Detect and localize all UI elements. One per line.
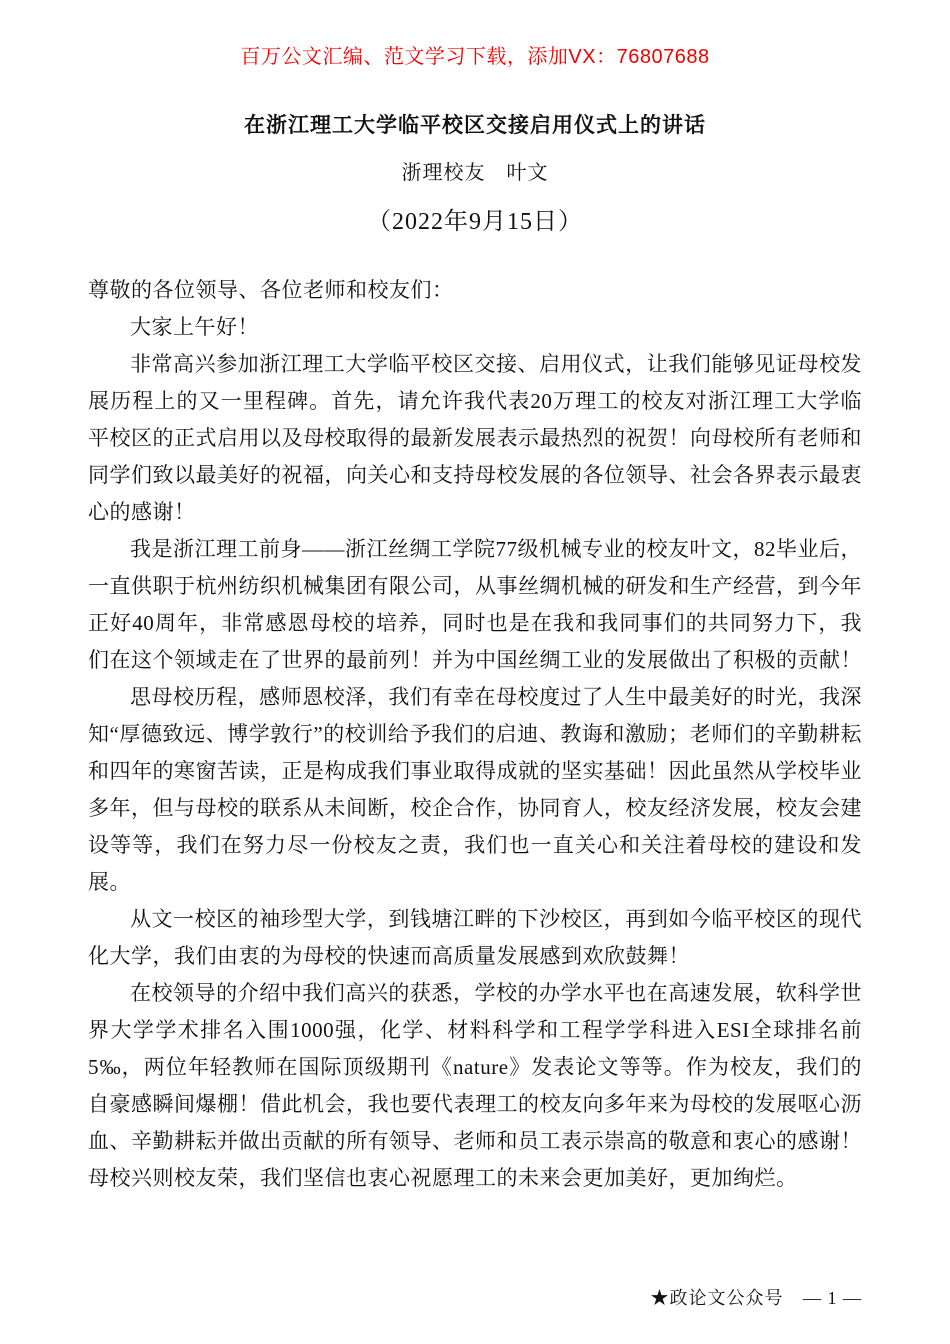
paragraph: 非常高兴参加浙江理工大学临平校区交接、启用仪式，让我们能够见证母校发展历程上的又一里程碑。首先，请允许我代表20万理工的校友对浙江理工大学临平校区的正式启用以及母校取得的最新发展表示最热烈的祝贺！向母校所有老师和同学们致以最美好的祝福，向关心和支持母校发展的各位领导、社会各界表示最衷心的感谢！ (88, 352, 862, 524)
paragraph: 尊敬的各位领导、各位老师和校友们： (88, 278, 454, 302)
paragraph: 大家上午好！ (130, 315, 259, 339)
document-body (88, 272, 862, 1197)
paragraph: 在校领导的介绍中我们高兴的获悉，学校的办学水平也在高速发展，软科学世界大学学术排名入围1000强，化学、材料科学和工程学学科进入ESI全球排名前5‰，两位年轻教师在国际顶级期刊《nature》发表论文等等。作为校友，我们的自豪感瞬间爆棚！借此机会，我也要代表理工的校友向多年来为母校的发展呕心沥血、辛勤耕耘并做出贡献的所有领导、老师和员工表示崇高的敬意和衷心的感谢！母校兴则校友荣，我们坚信也衷心祝愿理工的未来会更加美好，更加绚烂。 (88, 981, 862, 1190)
page-number: — 1 — (803, 1288, 862, 1308)
document-title: 在浙江理工大学临平校区交接启用仪式上的讲话 (244, 113, 706, 137)
author-line: 浙理校友 叶文 (401, 162, 549, 184)
paragraph: 思母校历程，感师恩校泽，我们有幸在母校度过了人生中最美好的时光，我深知“厚德致远、博学敦行”的校训给予我们的启迪、教诲和激励；老师们的辛勤耕耘和四年的寒窗苦读，正是构成我们事业取得成就的坚实基础！因此虽然从学校毕业多年，但与母校的联系从未间断，校企合作，协同育人，校友经济发展，校友会建设等等，我们在努力尽一份校友之责，我们也一直关心和关注着母校的建设和发展。 (88, 685, 862, 894)
footer (651, 1284, 863, 1310)
header-notice: 百万公文汇编、范文学习下载，添加VX：76807688 (240, 46, 710, 68)
date-line: （2022年9月15日） (367, 209, 583, 235)
paragraph: 我是浙江理工前身——浙江丝绸工学院77级机械专业的校友叶文，82毕业后，一直供职于杭州纺织机械集团有限公司，从事丝绸机械的研发和生产经营，到今年正好40周年，非常感恩母校的培养，同时也是在我和我同事们的共同努力下，我们在这个领域走在了世界的最前列！并为中国丝绸工业的发展做出了积极的贡献！ (88, 537, 862, 672)
paragraph: 从文一校区的袖珍型大学，到钱塘江畔的下沙校区，再到如今临平校区的现代化大学，我们由衷的为母校的快速而高质量发展感到欢欣鼓舞！ (88, 907, 862, 968)
footer-label: ★政论文公众号 (650, 1288, 784, 1308)
